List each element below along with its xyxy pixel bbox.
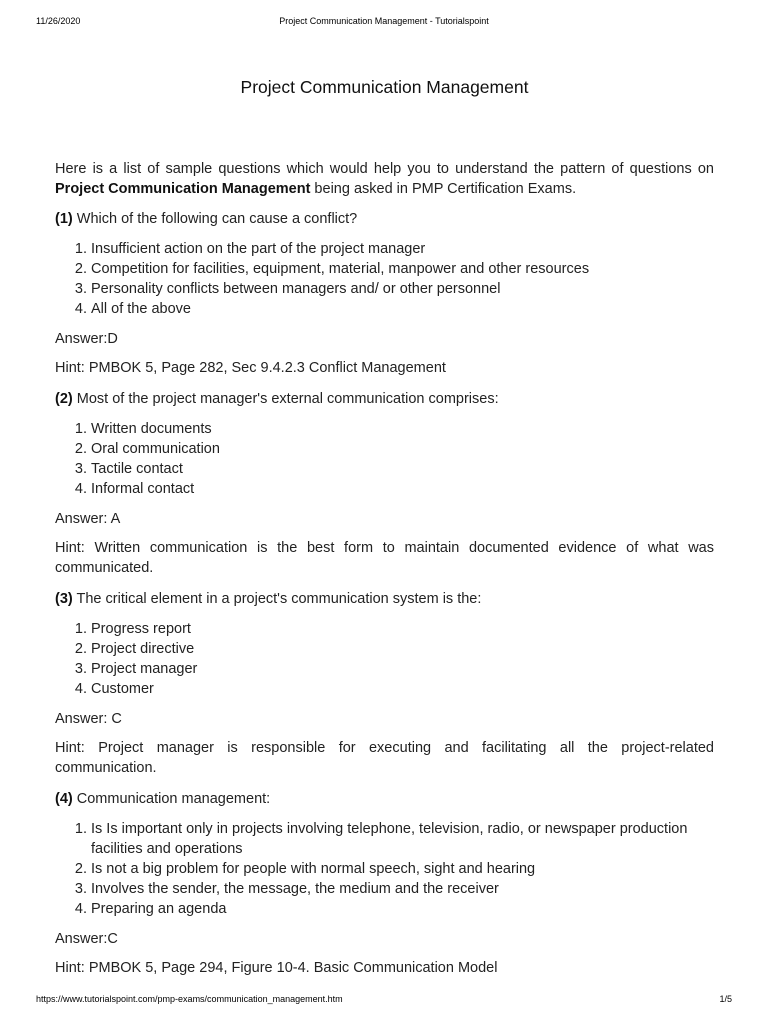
question-2 (55, 389, 714, 409)
question-1 (55, 209, 714, 229)
option-item: 1. Insufficient action on the part of the project manager (91, 239, 714, 259)
intro-paragraph (55, 159, 714, 199)
options-list (55, 239, 714, 319)
option-item: 3. Involves the sender, the message, the medium and the receiver (91, 879, 714, 899)
option-item: 3. Tactile contact (91, 459, 714, 479)
question-number: (4) (55, 791, 73, 807)
answer: Answer:D (55, 331, 118, 347)
answer: Answer: A (55, 511, 121, 527)
question-number: (2) (55, 391, 73, 407)
option-item: 2. Project directive (91, 639, 714, 659)
option-item: 3. Project manager (91, 659, 714, 679)
print-footer (0, 994, 768, 1008)
hint: Hint: PMBOK 5, Page 282, Sec 9.4.2.3 Conflict Management (55, 360, 446, 376)
options-list (55, 619, 714, 699)
option-item: 4. Informal contact (91, 479, 714, 499)
option-item: 4. Customer (91, 679, 714, 699)
intro-bold-topic: Project Communication Management (55, 181, 311, 197)
question-text: Most of the project manager's external communication comprises: (72, 391, 499, 407)
print-url: https://www.tutorialspoint.com/pmp-exams/communication_management.htm (36, 994, 343, 1004)
answer: Answer:C (55, 931, 118, 947)
option-item: 2. Oral communication (91, 439, 714, 459)
option-item: 4. Preparing an agenda (91, 899, 714, 919)
question-text: Which of the following can cause a conflict? (72, 211, 358, 227)
option-item: 1. Written documents (91, 419, 714, 439)
print-page-number: 1/5 (719, 994, 732, 1004)
page-title: Project Communication Management (240, 77, 529, 97)
options-list (55, 419, 714, 499)
question-4 (55, 789, 714, 809)
answer: Answer: C (55, 711, 122, 727)
option-item: 3. Personality conflicts between managers and/ or other personnel (91, 279, 714, 299)
option-item: 1. Is Is important only in projects involving telephone, television, radio, or newspaper production facilities and operations (91, 819, 714, 859)
intro-text-after: being asked in PMP Certification Exams. (310, 181, 577, 197)
print-date: 11/26/2020 (36, 16, 81, 26)
option-item: 2. Competition for facilities, equipment, material, manpower and other resources (91, 259, 714, 279)
option-item: 1. Progress report (91, 619, 714, 639)
question-3 (55, 589, 714, 609)
hint: Hint: Written communication is the best form to maintain documented evidence of what was communicated. (55, 540, 714, 576)
question-text: The critical element in a project's communication system is the: (72, 591, 482, 607)
print-page-title: Project Communication Management - Tutorialspoint (279, 16, 489, 26)
article (55, 76, 714, 989)
option-item: 4. All of the above (91, 299, 714, 319)
option-item: 2. Is not a big problem for people with normal speech, sight and hearing (91, 859, 714, 879)
question-number: (1) (55, 211, 73, 227)
options-list (55, 819, 714, 919)
question-number: (3) (55, 591, 73, 607)
print-header (0, 16, 768, 30)
hint: Hint: PMBOK 5, Page 294, Figure 10-4. Basic Communication Model (55, 960, 498, 976)
question-text: Communication management: (72, 791, 271, 807)
hint: Hint: Project manager is responsible for executing and facilitating all the project-related communication. (55, 740, 714, 776)
intro-text-before: Here is a list of sample questions which would help you to understand the pattern of questions on (55, 161, 714, 177)
